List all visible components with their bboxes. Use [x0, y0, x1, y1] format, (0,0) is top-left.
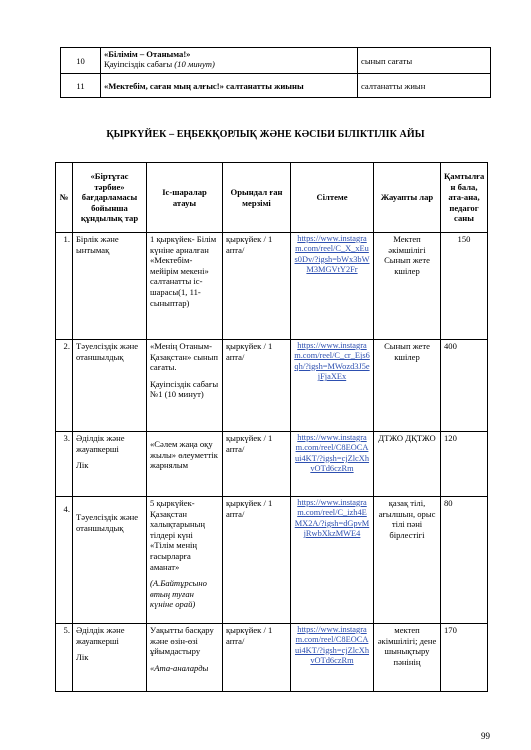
deadline-cell: қыркүйек / 1 апта/ — [223, 497, 291, 624]
table-row — [56, 233, 488, 340]
responsible-cell: Сынып жете кшілер — [374, 340, 441, 432]
participants-cell: 400 — [441, 340, 488, 432]
instagram-link[interactable]: https://www.instagram.com/reel/C_izh4EMX2A/?igsh=dGpvMjRwbXkzMWE4 — [291, 497, 374, 624]
instagram-link[interactable]: https://www.instagram.com/reel/C_X_xEus0Dv/?igsh=bWx3bWM3MGVtY2Fr — [291, 233, 374, 340]
header-num: № — [56, 163, 73, 233]
table-row — [56, 497, 488, 624]
header-responsible: Жауапты лар — [374, 163, 441, 233]
event-subtitle: Қауіпсіздік сабағы (10 минут) — [104, 59, 215, 69]
event-cell: 1 қыркүйек- Білім күніне арналған «Мектебім-мейірім мекені» салтанатты іс-шарасы(1, 11-сыныптар) — [147, 233, 223, 340]
event-title: «Мектебім, саған мың алғыс!» салтанатты жиыны — [101, 74, 358, 98]
participants-cell: 150 — [441, 233, 488, 340]
responsible-cell: қазақ тілі, ағылшын, орыс тілі пәні бірлестігі — [374, 497, 441, 624]
row-number: 4. — [56, 497, 73, 624]
section-title: ҚЫРКҮЙЕК – ЕҢБЕКҚОРЛЫҚ ЖӘНЕ КӘСІБИ БІЛІКТІЛІК АЙЫ — [106, 129, 425, 140]
program-cell: Бірлік және ынтымақ — [73, 233, 147, 340]
program-cell: Тәуелсіздік және отаншылдық — [73, 340, 147, 432]
event-cell: «Менің Отаным-Қазақстан» сынып сағаты. Қауіпсіздік сабағы №1 (10 минут) — [147, 340, 223, 432]
header-events: Іс-шаралар атауы — [147, 163, 223, 233]
table-header-row — [56, 163, 488, 233]
responsible-cell: мектеп әкімшілігі; дене шынықтыру пәнінің — [374, 624, 441, 692]
event-type: салтанатты жиын — [358, 74, 491, 98]
row-number: 5. — [56, 624, 73, 692]
instagram-link[interactable]: https://www.instagram.com/reel/C8EOCAui4KT/?igsh=cjZlcXhvOTd6czRm — [291, 624, 374, 692]
header-deadline: Орындал ған мерзімі — [223, 163, 291, 233]
header-link: Сілтеме — [291, 163, 374, 233]
header-participants: Қамтылға н бала, ата-ана, педагог саны — [441, 163, 488, 233]
table-row — [61, 48, 491, 74]
header-program: «Біртұтас тәрбие» бағдарламасы бойынша құндылық тар — [73, 163, 147, 233]
event-cell: 5 қыркүйек-Қазақстан халықтарының тілдері күні «Тілім менің ғасырларға аманат» (А.Байтұрсыно втың туған күніне орай) — [147, 497, 223, 624]
responsible-cell: Мектеп әкімшілігі Сынып жете кшілер — [374, 233, 441, 340]
participants-cell: 170 — [441, 624, 488, 692]
page-number: 99 — [481, 731, 490, 741]
instagram-link[interactable]: https://www.instagram.com/reel/C8EOCAui4KT/?igsh=cjZlcXhvOTd6czRm — [291, 432, 374, 497]
event-title: «Білімім – Отаныма!» — [104, 49, 191, 59]
event-type: сынып сағаты — [358, 48, 491, 74]
row-number: 2. — [56, 340, 73, 432]
participants-cell: 120 — [441, 432, 488, 497]
table-row — [56, 624, 488, 692]
table-row — [56, 340, 488, 432]
table-row — [56, 432, 488, 497]
deadline-cell: қыркүйек / 1 апта/ — [223, 432, 291, 497]
instagram-link[interactable]: https://www.instagram.com/reel/C_cr_Ejs6qh/?igsh=MWozd3J5ejFjaXEx — [291, 340, 374, 432]
event-cell: Уақытты басқару және өзін-өзі ұйымдастыру «Ата-аналарды — [147, 624, 223, 692]
row-number: 3. — [56, 432, 73, 497]
deadline-cell: қыркүйек / 1 апта/ — [223, 624, 291, 692]
participants-cell: 80 — [441, 497, 488, 624]
events-table — [55, 162, 488, 692]
row-number: 1. — [56, 233, 73, 340]
row-number: 10 — [61, 48, 101, 74]
event-cell: «Сәлем жаңа оқу жылы» өлеуметтік жарнялым — [147, 432, 223, 497]
deadline-cell: қыркүйек / 1 апта/ — [223, 340, 291, 432]
program-cell: Тәуелсіздік және отаншылдық — [73, 497, 147, 624]
responsible-cell: ДТЖО ДҚТЖО — [374, 432, 441, 497]
program-cell: Әділдік және жауапкерші Лік — [73, 432, 147, 497]
top-table — [60, 47, 491, 98]
row-number: 11 — [61, 74, 101, 98]
deadline-cell: қыркүйек / 1 апта/ — [223, 233, 291, 340]
table-row — [61, 74, 491, 98]
event-cell — [101, 48, 358, 74]
program-cell: Әділдік және жауапкерші Лік — [73, 624, 147, 692]
